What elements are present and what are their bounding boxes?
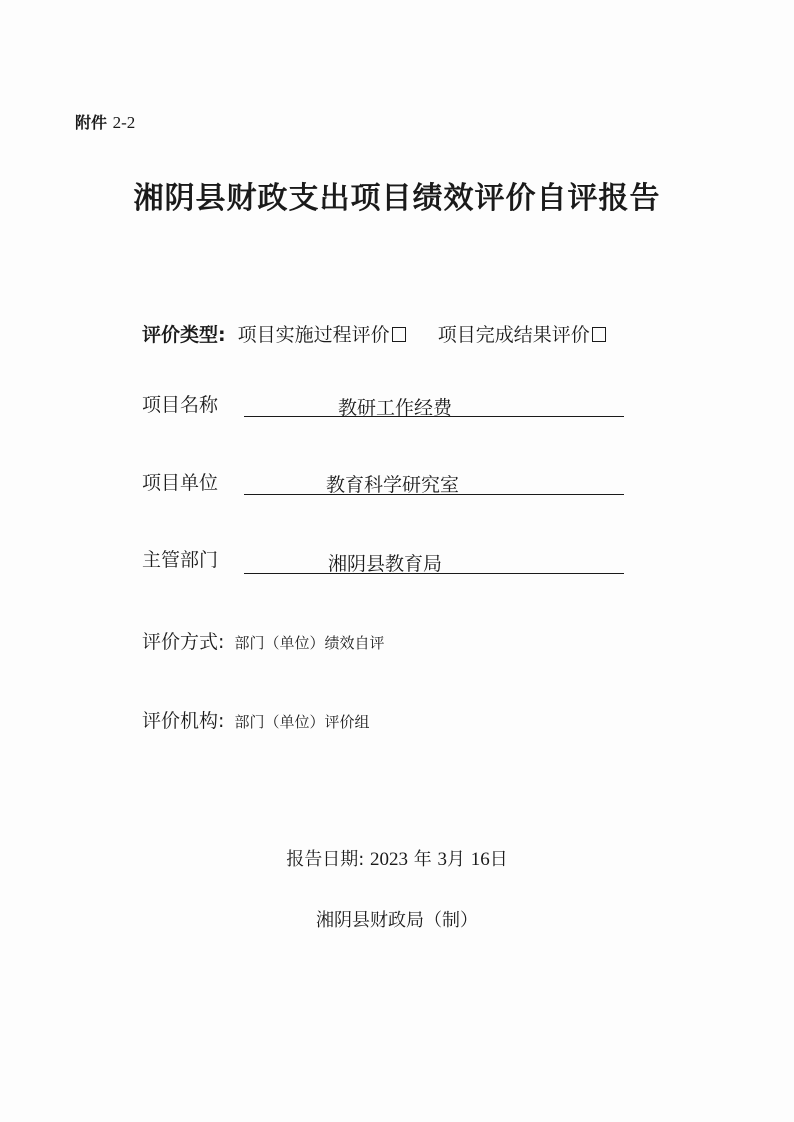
report-date-year-unit: 年 <box>413 849 432 870</box>
department-value: 湘阴县教育局 <box>328 553 443 575</box>
process-eval-checkbox[interactable] <box>392 327 406 342</box>
report-date-label: 报告日期: <box>286 849 365 870</box>
report-date-year: 2023 <box>370 849 409 870</box>
eval-type-label: 评价类型: <box>142 324 226 346</box>
department-label: 主管部门 <box>142 549 219 571</box>
attachment-label <box>75 110 135 133</box>
report-date <box>0 845 794 871</box>
result-eval-checkbox[interactable] <box>592 327 606 342</box>
project-name-underline <box>244 416 624 417</box>
report-date-month: 3 <box>437 849 448 870</box>
project-unit-label: 项目单位 <box>142 472 219 494</box>
attachment-number: 2-2 <box>112 113 136 132</box>
report-date-day: 16 <box>470 849 490 870</box>
eval-org-value: 部门（单位）评价组 <box>234 713 370 731</box>
project-unit-value: 教育科学研究室 <box>326 474 460 496</box>
department-underline <box>244 573 624 574</box>
document-title: 湘阴县财政支出项目绩效评价自评报告 <box>133 181 661 216</box>
report-date-day-unit: 日 <box>489 849 508 870</box>
eval-method-row <box>142 627 384 654</box>
eval-type-option-result: 项目完成结果评价 <box>437 324 590 346</box>
issuer: 湘阴县财政局（制） <box>316 910 478 931</box>
project-name-label: 项目名称 <box>142 394 219 416</box>
eval-org-label: 评价机构: <box>142 710 225 732</box>
eval-method-value: 部门（单位）绩效自评 <box>234 634 385 652</box>
eval-method-label: 评价方式: <box>142 631 225 653</box>
attachment-prefix: 附件 <box>75 113 108 132</box>
eval-type-option-process: 项目实施过程评价 <box>237 324 390 346</box>
eval-type-row <box>142 320 606 347</box>
eval-org-row <box>142 706 369 733</box>
project-name-value: 教研工作经费 <box>338 397 453 419</box>
project-unit-underline <box>244 494 624 495</box>
report-date-month-unit: 月 <box>447 849 466 870</box>
